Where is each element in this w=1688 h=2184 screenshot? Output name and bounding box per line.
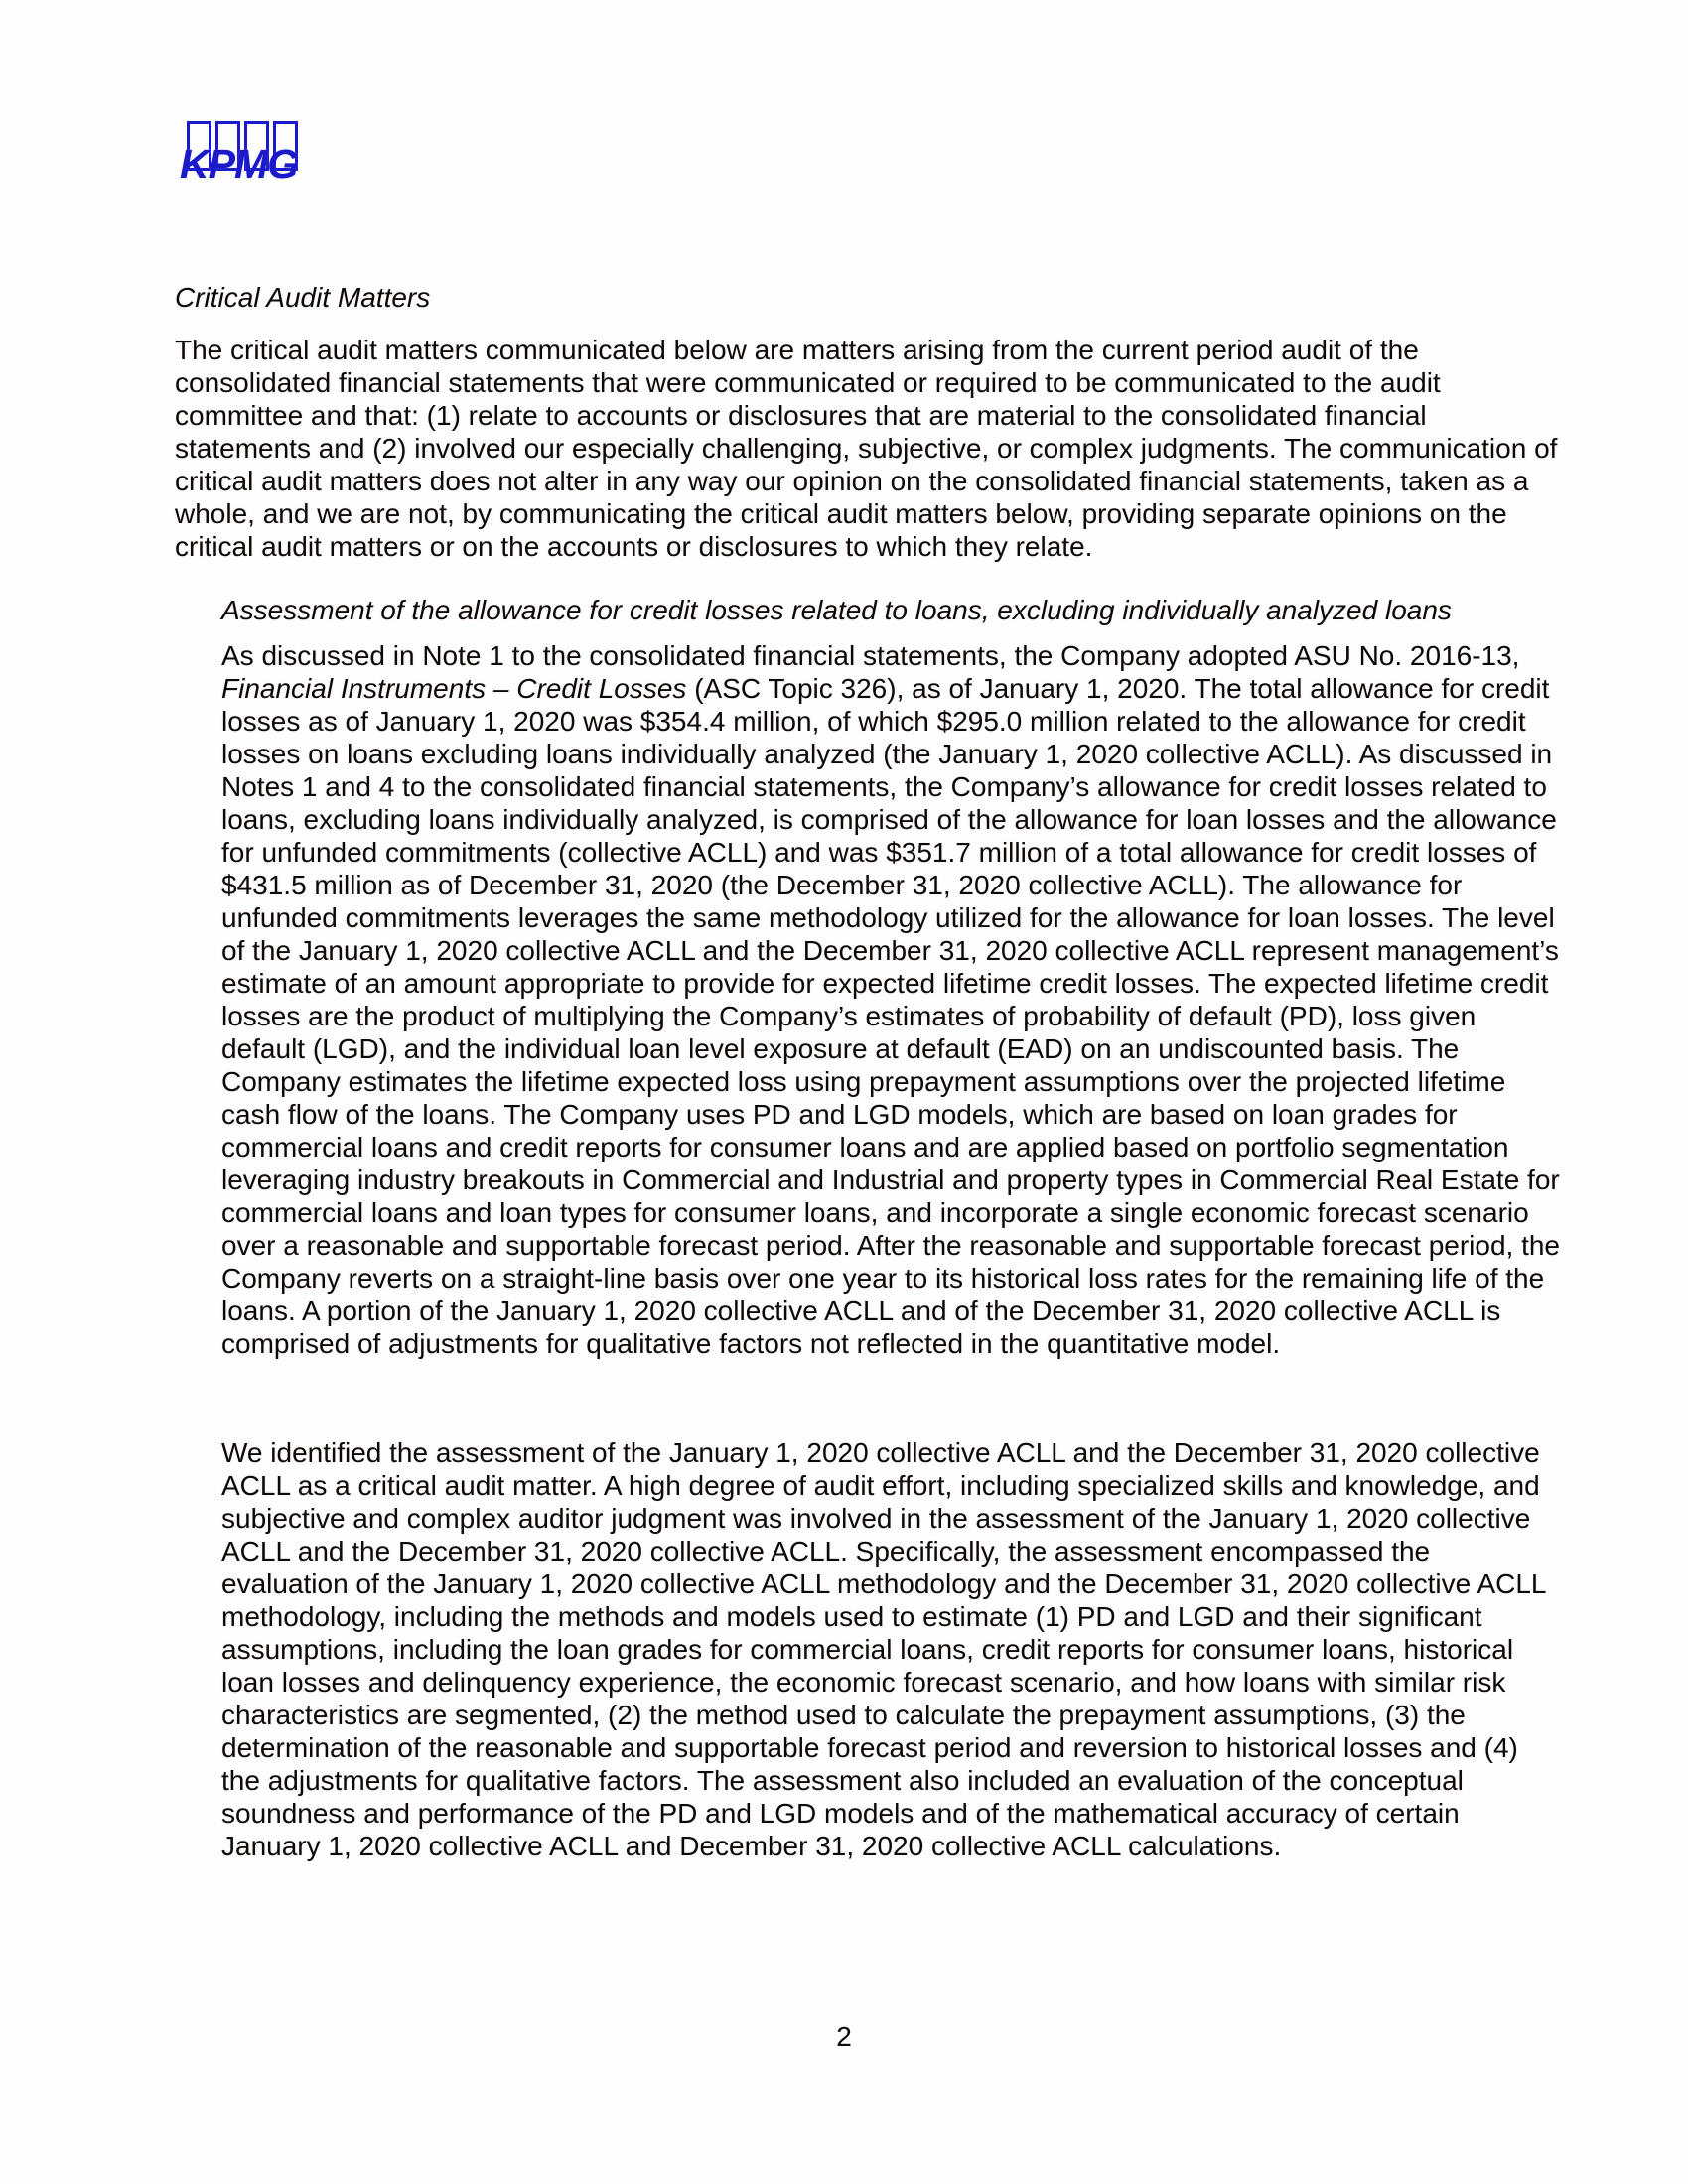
kpmg-wordmark: KPMG [180,141,298,187]
page-number: 2 [836,2021,852,2052]
cam-description-paragraph [221,639,1561,1360]
section-heading: Critical Audit Matters [175,282,431,313]
cam-paragraph-continuation: (ASC Topic 326), as of January 1, 2020. The total allowance for credit losses as of January 1, 2020 was $354.4 million, of which $295.0 million related to the allowance for credit losses on loans excluding loans individually analyzed (the January 1, 2020 collective ACLL). As discussed in Notes 1 and 4 to the consolidated financial statements, the Company’s allowance for credit losses related to loans, excluding loans individually analyzed, is comprised of the allowance for loan losses and the allowance for unfunded commitments (collective ACLL) and was $351.7 million of a total allowance for credit losses of $431.5 million as of December 31, 2020 (the December 31, 2020 collective ACLL). The allowance for unfunded commitments leverages the same methodology utilized for the allowance for loan losses. The level of the January 1, 2020 collective ACLL and the December 31, 2020 collective ACLL represent management’s estimate of an amount appropriate to provide for expected lifetime credit losses. The expected lifetime credit losses are the product of multiplying the Company’s estimates of probability of default (PD), loss given default (LGD), and the individual loan level exposure at default (EAD) on an undiscounted basis. The Company estimates the lifetime expected loss using prepayment assumptions over the projected lifetime cash flow of the loans. The Company uses PD and LGD models, which are based on loan grades for commercial loans and credit reports for consumer loans and are applied based on portfolio segmentation leveraging industry breakouts in Commercial and Industrial and property types in Commercial Real Estate for commercial loans and loan types for consumer loans, and incorporate a single economic forecast scenario over a reasonable and supportable forecast period. After the reasonable and supportable forecast period, the Company reverts on a straight-line basis over one year to its historical loss rates for the remaining life of the loans. A portion of the January 1, 2020 collective ACLL and of the December 31, 2020 collective ACLL is comprised of adjustments for qualitative factors not reflected in the quantitative model. [221,673,1561,1359]
cited-standard-title: Financial Instruments – Credit Losses [221,673,687,704]
cam-subheading: Assessment of the allowance for credit losses related to loans, excluding individually analyzed loans [221,595,1452,625]
cam-assessment-paragraph: We identified the assessment of the January 1, 2020 collective ACLL and the December 31, 2020 collective ACLL as a critical audit matter. A high degree of audit effort, including specialized skills and knowledge, and subjective and complex auditor judgment was involved in the assessment of the January 1, 2020 collective ACLL and the December 31, 2020 collective ACLL. Specifically, the assessment encompassed the evaluation of the January 1, 2020 collective ACLL methodology and the December 31, 2020 collective ACLL methodology, including the methods and models used to estimate (1) PD and LGD and their significant assumptions, including the loan grades for commercial loans, credit reports for consumer loans, historical loan losses and delinquency experience, the economic forecast scenario, and how loans with similar risk characteristics are segmented, (2) the method used to calculate the prepayment assumptions, (3) the determination of the reasonable and supportable forecast period and reversion to historical losses and (4) the adjustments for qualitative factors. The assessment also included an evaluation of the conceptual soundness and performance of the PD and LGD models and of the mathematical accuracy of certain January 1, 2020 collective ACLL and December 31, 2020 collective ACLL calculations. [221,1437,1546,1861]
kpmg-logo [180,121,321,187]
cam-paragraph-prefix: As discussed in Note 1 to the consolidated financial statements, the Company adopted ASU No. 2016-13, [221,640,1520,671]
intro-paragraph: The critical audit matters communicated below are matters arising from the current period audit of the consolidated financial statements that were communicated or required to be communicated to the audit committee and that: (1) relate to accounts or disclosures that are material to the consolidated financial statements and (2) involved our especially challenging, subjective, or complex judgments. The communication of critical audit matters does not alter in any way our opinion on the consolidated financial statements, taken as a whole, and we are not, by communicating the critical audit matters below, providing separate opinions on the critical audit matters or on the accounts or disclosures to which they relate. [175,335,1558,562]
